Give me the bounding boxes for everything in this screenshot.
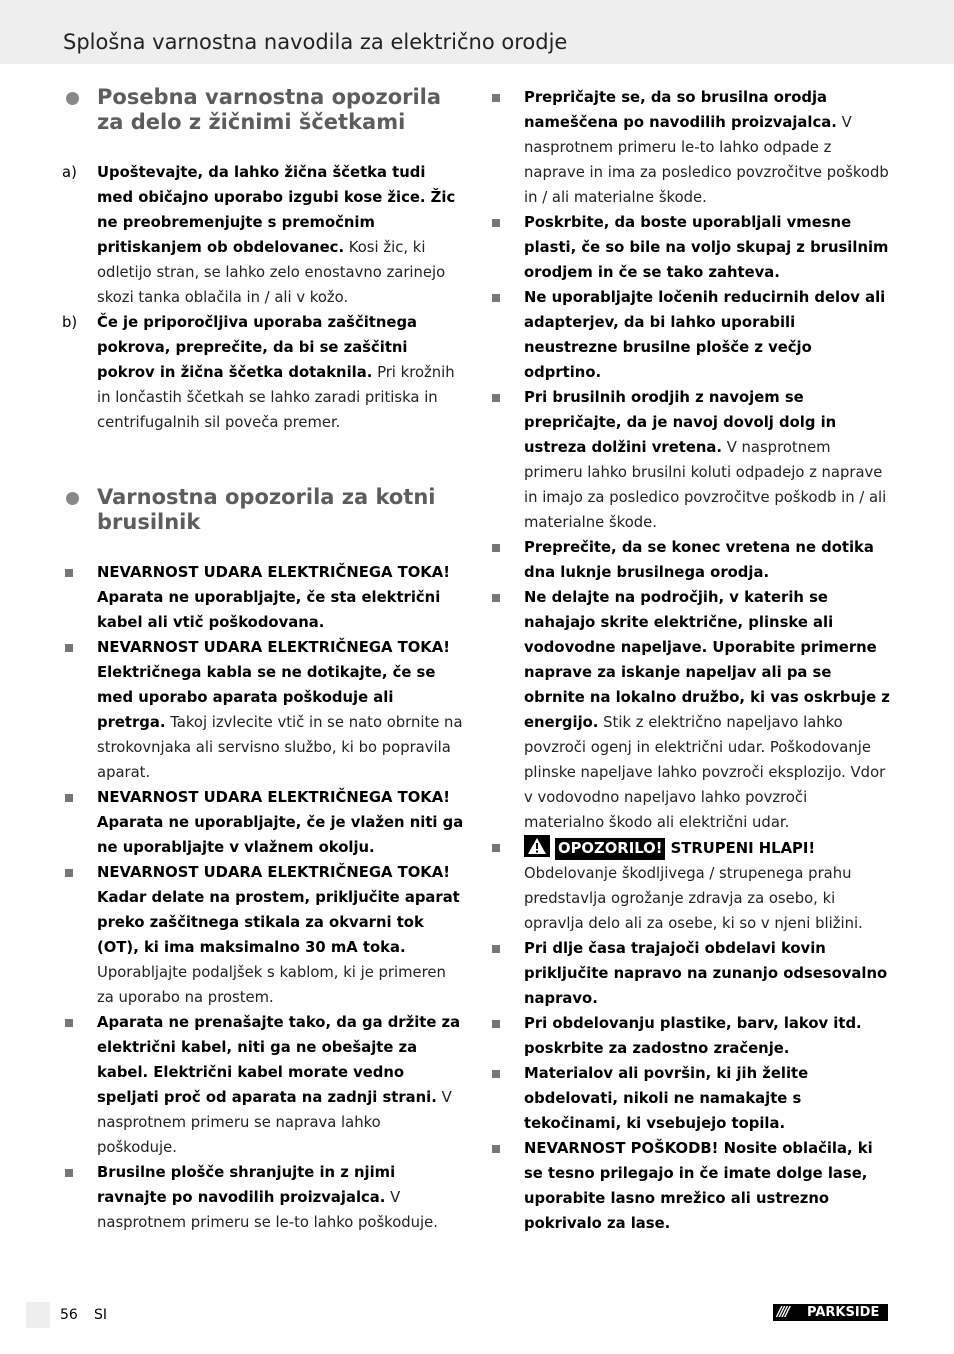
list-item: Poskrbite, da boste uporabljali vmesne plasti, če so bile na voljo skupaj z brusilnim orodjem in če se tako zahteva.	[489, 210, 891, 285]
list-item: NEVARNOST POŠKODB! Nosite oblačila, ki se tesno prilegajo in če imate dolge lase, uporabite lasno mrežico ali ustrezno pokrivalo za lase.	[489, 1136, 891, 1236]
list-item: Prepričajte se, da so brusilna orodja nameščena po navodilih proizvajalca. V nasprotnem primeru le-to lahko odpade z naprave in ima za posledico povzročitve poškodb in / ali materialne škode.	[489, 85, 891, 210]
square-bullet-icon	[492, 219, 500, 227]
list-item: b) Če je priporočljiva uporaba zaščitnega pokrova, preprečite, da bi se zaščitni pokrov in žična ščetka dotaknila. Pri krožnih in lončastih ščetkah se lahko zaradi pritiska in centrifugalnih sil poveča premer.	[62, 310, 464, 435]
square-bullet-icon	[492, 94, 500, 102]
list-item: NEVARNOST UDARA ELEKTRIČNEGA TOKA! Kadar delate na prostem, priključite aparat preko zaščitnega stikala za okvarni tok (OT), ki ima maksimalno 30 mA toka. Uporabljajte podaljšek s kablom, ki je primeren za uporabo na prostem.	[62, 860, 464, 1010]
square-bullet-icon	[65, 644, 73, 652]
section-heading-wire-brushes: Posebna varnostna opozorila za delo z žičnimi ščetkami	[62, 85, 464, 135]
right-column	[489, 85, 891, 1236]
bullet-dot-icon	[66, 492, 79, 505]
square-bullet-icon	[65, 869, 73, 877]
square-bullet-icon	[492, 544, 500, 552]
square-bullet-icon	[65, 569, 73, 577]
square-bullet-icon	[492, 594, 500, 602]
page-title: Splošna varnostna navodila za električno orodje	[63, 30, 568, 54]
list-item: a) Upoštevajte, da lahko žična ščetka tudi med običajno uporabo izgubi kose žice. Žic ne preobremenjujte s premočnim pritiskanjem ob obdelovanec. Kosi žic, ki odletijo stran, se lahko zelo enostavno zarinejo skozi tanka oblačila in / ali v kožo.	[62, 160, 464, 310]
square-bullet-icon	[65, 794, 73, 802]
square-bullet-icon	[65, 1169, 73, 1177]
square-bullet-icon	[492, 394, 500, 402]
item-marker: a)	[62, 164, 77, 181]
item-marker: b)	[62, 314, 78, 331]
square-bullet-icon	[492, 1020, 500, 1028]
logo-stripes-icon: ////	[777, 1305, 788, 1320]
warning-triangle-icon	[524, 835, 550, 857]
list-item: Preprečite, da se konec vretena ne dotika dna luknje brusilnega orodja.	[489, 535, 891, 585]
footer-box	[26, 1302, 50, 1328]
parkside-logo	[773, 1304, 888, 1321]
square-bullet-icon	[492, 1145, 500, 1153]
warning-item: OPOZORILO! STRUPENI HLAPI! Obdelovanje škodljivega / strupenega prahu predstavlja ogrožanje zdravja za osebo, ki opravlja delo ali za osebe, ki so v njeni bližini.	[489, 835, 891, 936]
list-item: Ne uporabljajte ločenih reducirnih delov ali adapterjev, da bi lahko uporabili neustrezne brusilne plošče z večjo odprtino.	[489, 285, 891, 385]
page-header	[0, 0, 954, 64]
page-number: 56	[60, 1307, 78, 1323]
section-heading-angle-grinder: Varnostna opozorila za kotni brusilnik	[62, 485, 464, 535]
list-item: Brusilne plošče shranjujte in z njimi ravnajte po navodilih proizvajalca. V nasprotnem primeru se le-to lahko poškoduje.	[62, 1160, 464, 1235]
square-bullet-icon	[492, 1070, 500, 1078]
list-item: Aparata ne prenašajte tako, da ga držite za električni kabel, niti ga ne obešajte za kabel. Električni kabel morate vedno speljati proč od aparata na zadnji strani. V nasprotnem primeru se naprava lahko poškoduje.	[62, 1010, 464, 1160]
list-item: Pri obdelovanju plastike, barv, lakov itd. poskrbite za zadostno zračenje.	[489, 1011, 891, 1061]
bullet-dot-icon	[66, 92, 79, 105]
list-item: Pri dlje časa trajajoči obdelavi kovin priključite napravo na zunanjo odsesovalno napravo.	[489, 936, 891, 1011]
square-bullet-icon	[65, 1019, 73, 1027]
logo-text: PARKSIDE	[807, 1305, 880, 1320]
list-item: Ne delajte na področjih, v katerih se nahajajo skrite električne, plinske ali vodovodne napeljave. Uporabite primerne naprave za iskanje napeljav ali pa se obrnite na lokalno družbo, ki vas oskrbuje z energijo. Stik z električno napeljavo lahko povzroči ogenj in električni udar. Poškodovanje plinske napeljave lahko povzroči eksplozijo. Vdor v vodovodno napeljavo lahko povzroči materialno škodo ali električni udar.	[489, 585, 891, 835]
list-item: NEVARNOST UDARA ELEKTRIČNEGA TOKA! Električnega kabla se ne dotikajte, če se med uporabo aparata poškoduje ali pretrga. Takoj izvlecite vtič in se nato obrnite na strokovnjaka ali servisno službo, ki bo popravila aparat.	[62, 635, 464, 785]
list-item: NEVARNOST UDARA ELEKTRIČNEGA TOKA! Aparata ne uporabljajte, če je vlažen niti ga ne uporabljajte v vlažnem okolju.	[62, 785, 464, 860]
square-bullet-icon	[492, 294, 500, 302]
list-item: Pri brusilnih orodjih z navojem se prepričajte, da je navoj dovolj dolg in ustreza dolžini vretena. V nasprotnem primeru lahko brusilni koluti odpadejo z naprave in imajo za posledico povzročitve poškodb in / ali materialne škode.	[489, 385, 891, 535]
square-bullet-icon	[492, 945, 500, 953]
language-code: SI	[94, 1307, 108, 1323]
warning-badge: OPOZORILO!	[555, 838, 665, 860]
list-item: NEVARNOST UDARA ELEKTRIČNEGA TOKA! Aparata ne uporabljajte, če sta električni kabel ali vtič poškodovana.	[62, 560, 464, 635]
square-bullet-icon	[492, 844, 500, 852]
left-column	[62, 85, 464, 1235]
list-item: Materialov ali površin, ki jih želite obdelovati, nikoli ne namakajte s tekočinami, ki vsebujejo topila.	[489, 1061, 891, 1136]
